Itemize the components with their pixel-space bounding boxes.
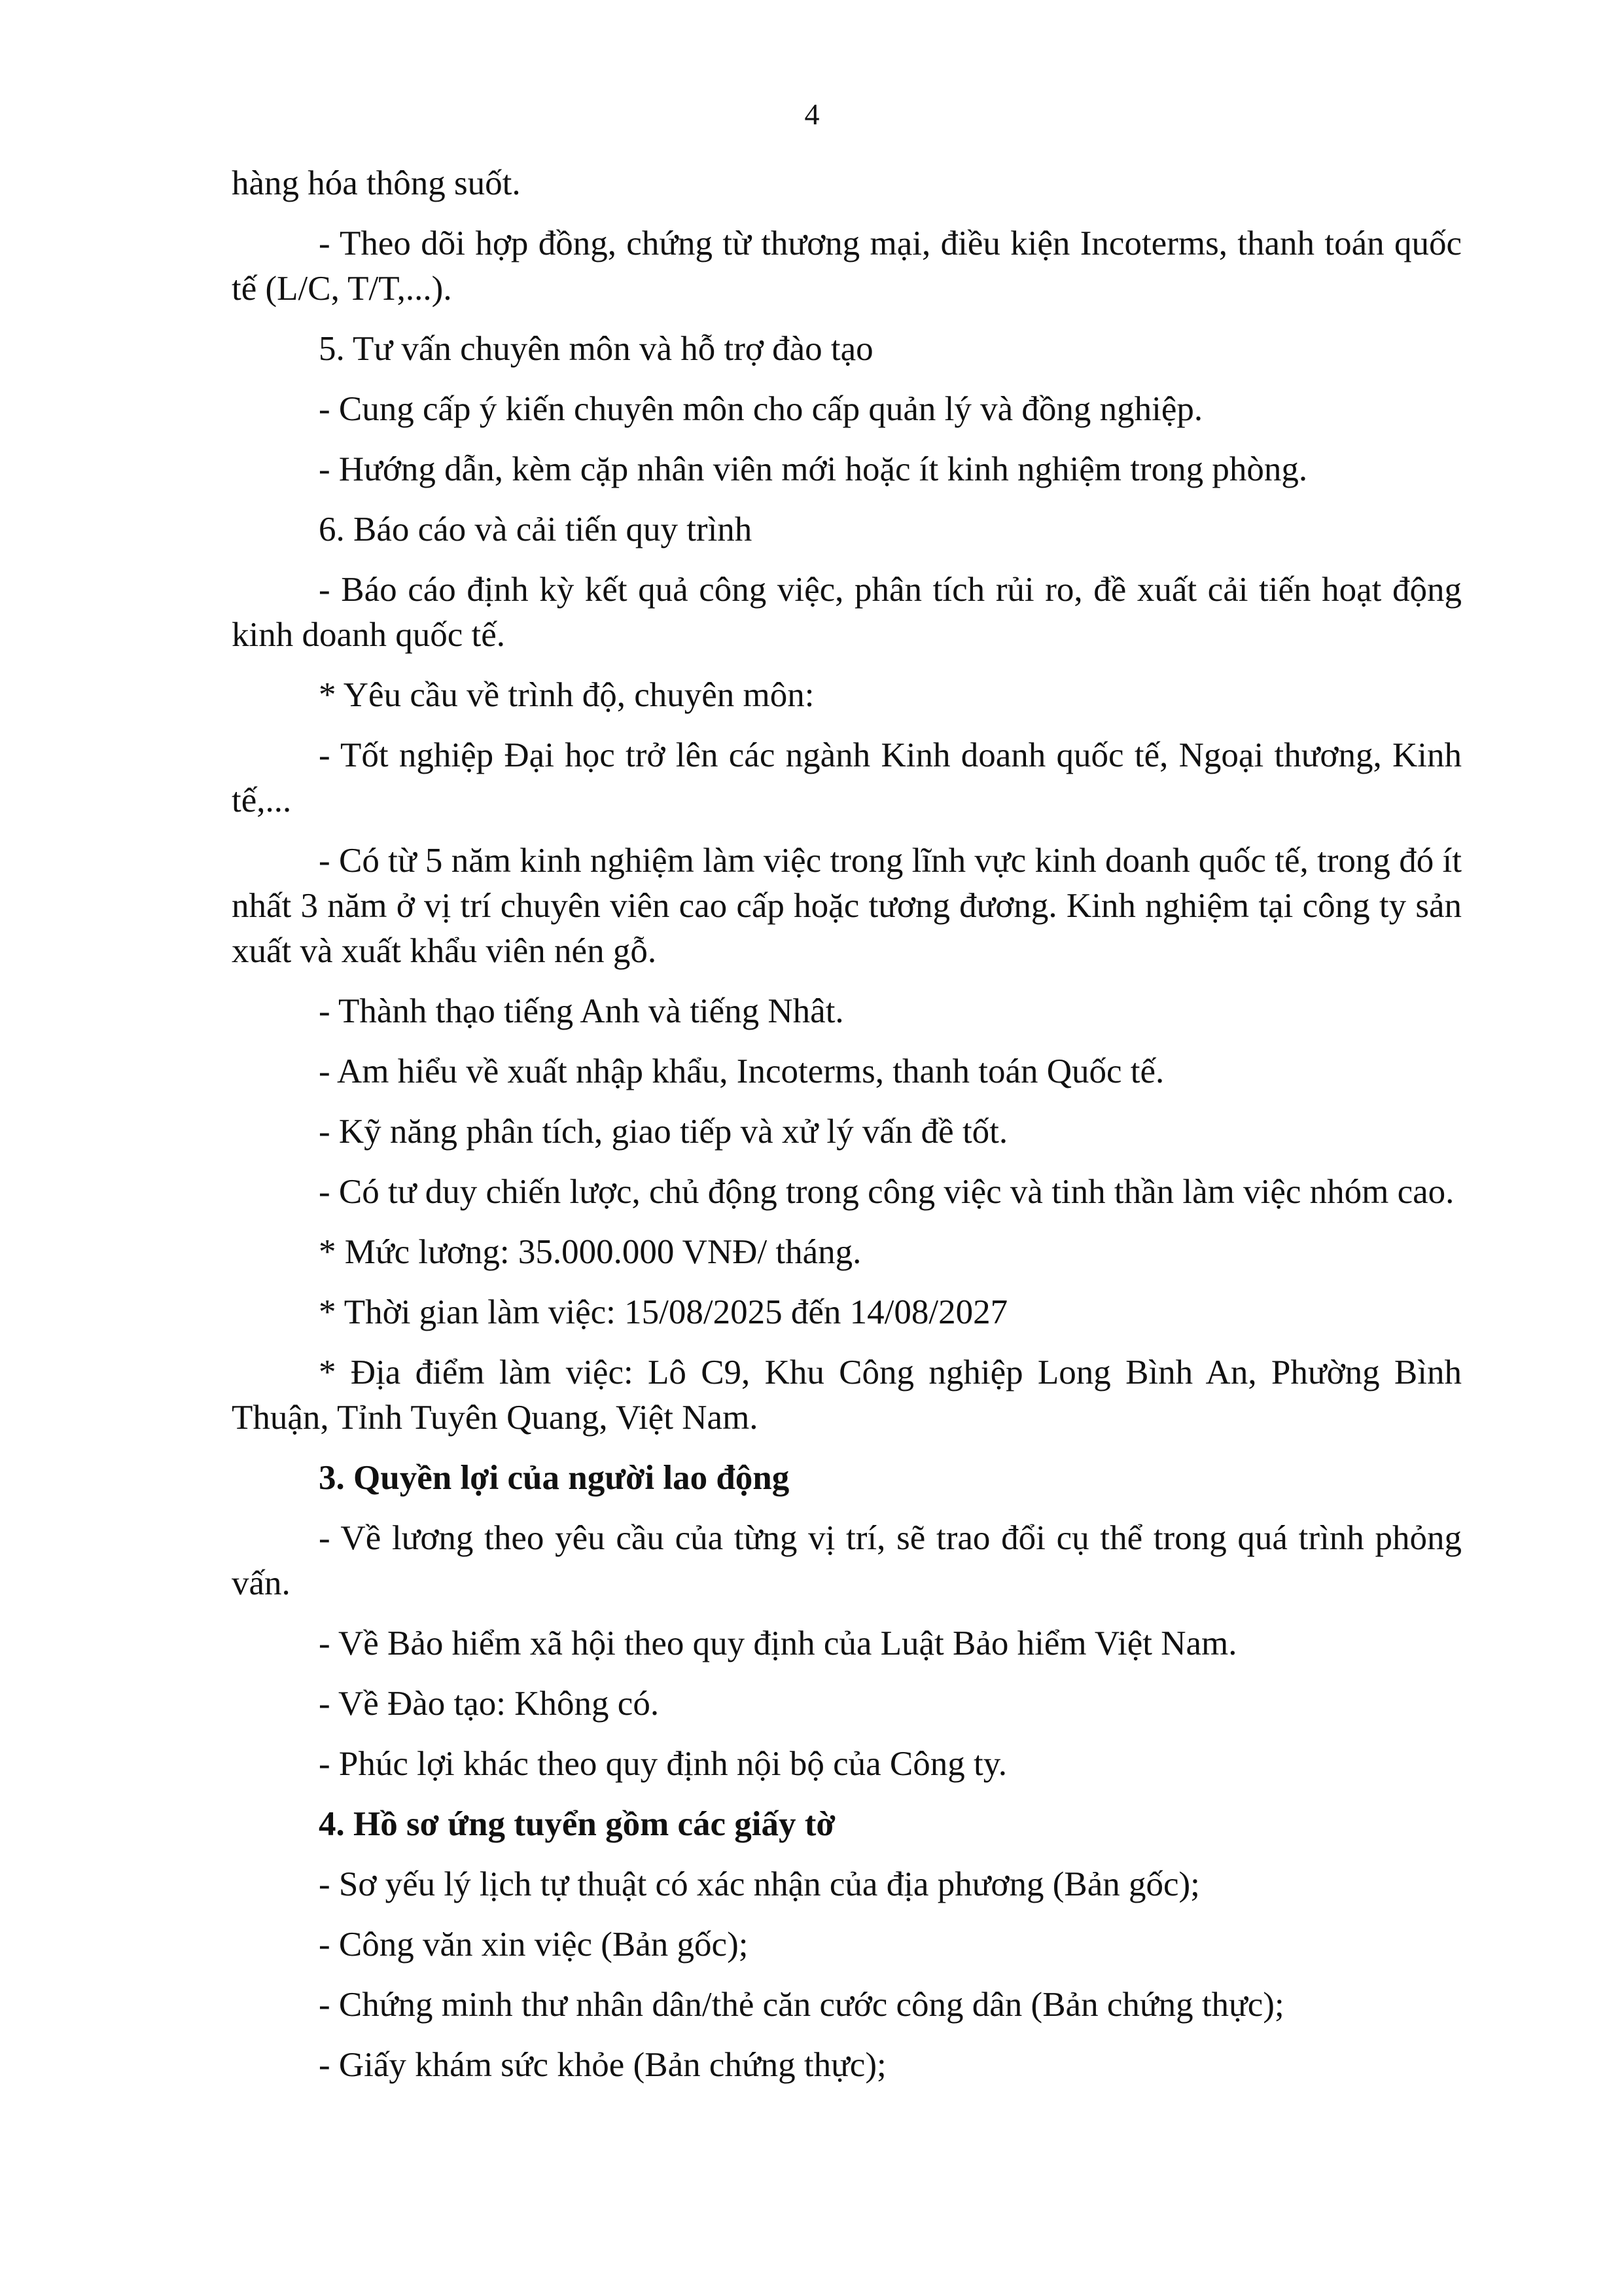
paragraph: - Về lương theo yêu cầu của từng vị trí, sẽ trao đổi cụ thể trong quá trình phỏng vấn. xyxy=(232,1519,1462,1602)
paragraph: - Giấy khám sức khỏe (Bản chứng thực); xyxy=(319,2046,887,2084)
paragraph: * Địa điểm làm việc: Lô C9, Khu Công nghiệp Long Bình An, Phường Bình Thuận, Tỉnh Tuyên Quang, Việt Nam. xyxy=(232,1354,1462,1437)
paragraph: - Cung cấp ý kiến chuyên môn cho cấp quản lý và đồng nghiệp. xyxy=(319,390,1203,428)
paragraph: - Am hiểu về xuất nhập khẩu, Incoterms, thanh toán Quốc tế. xyxy=(319,1052,1165,1090)
paragraph: * Mức lương: 35.000.000 VNĐ/ tháng. xyxy=(319,1233,862,1271)
paragraph: - Công văn xin việc (Bản gốc); xyxy=(319,1926,749,1964)
paragraph: - Về Bảo hiểm xã hội theo quy định của Luật Bảo hiểm Việt Nam. xyxy=(319,1624,1237,1662)
paragraph: - Có từ 5 năm kinh nghiệm làm việc trong lĩnh vực kinh doanh quốc tế, trong đó ít nhất 3 năm ở vị trí chuyên viên cao cấp hoặc tương đương. Kinh nghiệm tại công ty sản xuất và xuất khẩu viên nén gỗ. xyxy=(232,842,1462,970)
paragraph: - Kỹ năng phân tích, giao tiếp và xử lý vấn đề tốt. xyxy=(319,1113,1008,1151)
paragraph: - Thành thạo tiếng Anh và tiếng Nhât. xyxy=(319,992,844,1030)
section-heading: 3. Quyền lợi của người lao động xyxy=(319,1459,790,1497)
paragraph: - Chứng minh thư nhân dân/thẻ căn cước công dân (Bản chứng thực); xyxy=(319,1986,1284,2024)
paragraph: - Về Đào tạo: Không có. xyxy=(319,1685,660,1723)
paragraph: - Có tư duy chiến lược, chủ động trong công việc và tinh thần làm việc nhóm cao. xyxy=(319,1173,1455,1211)
paragraph: 6. Báo cáo và cải tiến quy trình xyxy=(319,511,752,548)
page-number: 4 xyxy=(804,98,820,131)
document-body xyxy=(232,161,1462,2103)
paragraph: - Phúc lợi khác theo quy định nội bộ của Công ty. xyxy=(319,1745,1008,1783)
paragraph: * Thời gian làm việc: 15/08/2025 đến 14/08/2027 xyxy=(319,1293,1008,1331)
paragraph: - Báo cáo định kỳ kết quả công việc, phân tích rủi ro, đề xuất cải tiến hoạt động kinh doanh quốc tế. xyxy=(232,571,1462,654)
paragraph: 5. Tư vấn chuyên môn và hỗ trợ đào tạo xyxy=(319,330,874,368)
paragraph: - Tốt nghiệp Đại học trở lên các ngành Kinh doanh quốc tế, Ngoại thương, Kinh tế,... xyxy=(232,736,1462,819)
paragraph: - Theo dõi hợp đồng, chứng từ thương mại, điều kiện Incoterms, thanh toán quốc tế (L/C, T/T,...). xyxy=(232,224,1462,308)
paragraph: - Sơ yếu lý lịch tự thuật có xác nhận của địa phương (Bản gốc); xyxy=(319,1865,1200,1903)
paragraph: hàng hóa thông suốt. xyxy=(232,164,521,202)
section-heading: 4. Hồ sơ ứng tuyển gồm các giấy tờ xyxy=(319,1805,836,1843)
paragraph: * Yêu cầu về trình độ, chuyên môn: xyxy=(319,676,815,714)
paragraph: - Hướng dẫn, kèm cặp nhân viên mới hoặc ít kinh nghiệm trong phòng. xyxy=(319,450,1308,488)
